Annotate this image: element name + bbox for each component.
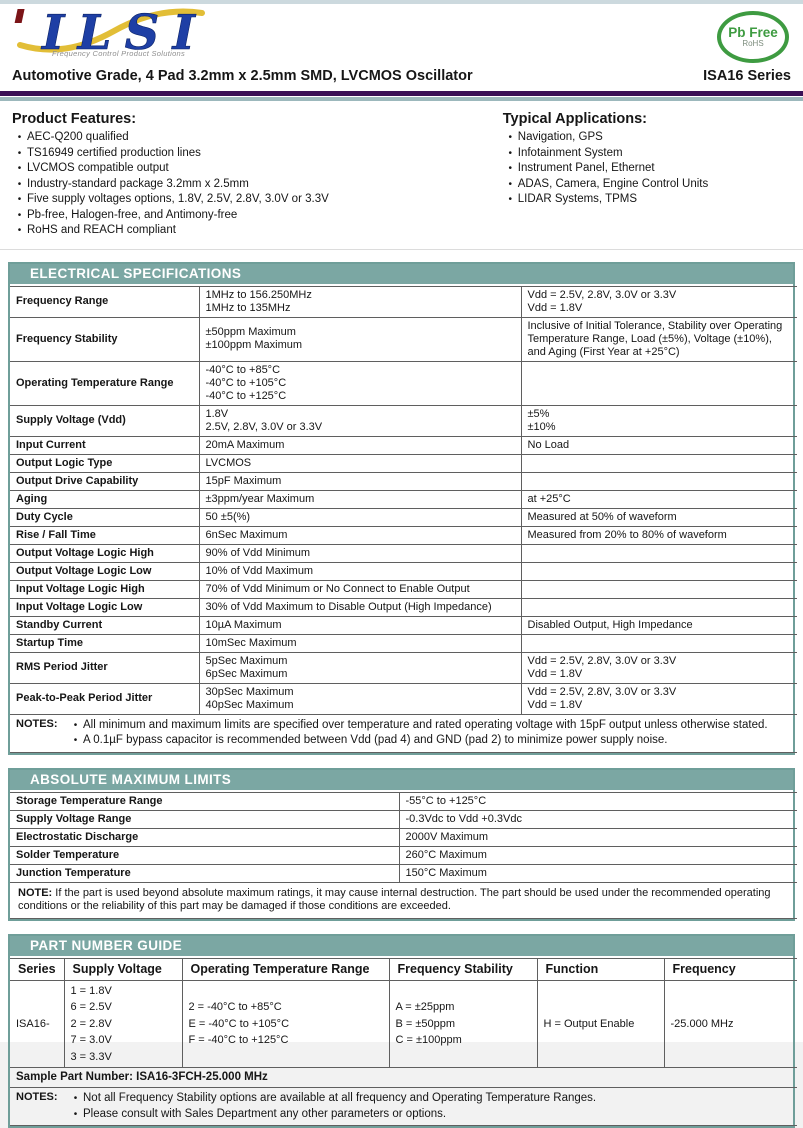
typical-applications-list bbox=[503, 130, 791, 208]
cell-line: -40°C to +125°C bbox=[206, 390, 515, 403]
divider-purple bbox=[0, 91, 803, 96]
spec-value bbox=[199, 562, 521, 580]
cell-line: 10µA Maximum bbox=[206, 619, 515, 632]
cell-line bbox=[528, 637, 792, 650]
table-row bbox=[10, 436, 797, 454]
part-guide-cell-series bbox=[10, 980, 64, 1068]
typical-applications-section bbox=[503, 111, 791, 239]
spec-parameter: Rise / Fall Time bbox=[10, 526, 199, 544]
cell-line: 20mA Maximum bbox=[206, 439, 515, 452]
cell-line: ±10% bbox=[528, 421, 792, 434]
cell-line: Disabled Output, High Impedance bbox=[528, 619, 792, 632]
spec-condition bbox=[521, 472, 797, 490]
notes-container bbox=[16, 1091, 791, 1122]
product-features-section bbox=[12, 111, 503, 239]
spec-condition bbox=[521, 562, 797, 580]
part-guide-header-row bbox=[10, 958, 797, 980]
absolute-maximum-limits-table bbox=[10, 792, 797, 919]
spec-parameter: Startup Time bbox=[10, 634, 199, 652]
cell-line: 6pSec Maximum bbox=[206, 668, 515, 681]
table-row bbox=[10, 598, 797, 616]
bullet-icon: • bbox=[12, 192, 27, 208]
list-item-text: Instrument Panel, Ethernet bbox=[518, 161, 655, 177]
spec-parameter: Supply Voltage (Vdd) bbox=[10, 405, 199, 436]
cell-line bbox=[528, 565, 792, 578]
cell-line: 7 = 3.0V bbox=[71, 1032, 176, 1049]
spec-parameter: Operating Temperature Range bbox=[10, 361, 199, 405]
spec-value bbox=[199, 526, 521, 544]
spec-value bbox=[199, 361, 521, 405]
spec-parameter: Standby Current bbox=[10, 616, 199, 634]
spec-condition bbox=[521, 634, 797, 652]
cell-line: 15pF Maximum bbox=[206, 475, 515, 488]
table-row bbox=[10, 361, 797, 405]
bullet-icon: • bbox=[68, 718, 83, 734]
column-header: Series bbox=[10, 958, 64, 980]
spec-condition bbox=[521, 508, 797, 526]
cell-line bbox=[528, 457, 792, 470]
cell-line: at +25°C bbox=[528, 493, 792, 506]
part-guide-notes-row bbox=[10, 1088, 797, 1126]
part-guide-cell-temp-range bbox=[182, 980, 389, 1068]
spec-value bbox=[199, 683, 521, 714]
part-guide-notes-list bbox=[68, 1091, 791, 1122]
cell-line bbox=[528, 601, 792, 614]
list-item-text: ADAS, Camera, Engine Control Units bbox=[518, 177, 708, 193]
spec-condition bbox=[521, 361, 797, 405]
table-row bbox=[10, 683, 797, 714]
bullet-icon: • bbox=[68, 733, 83, 749]
spec-condition bbox=[521, 490, 797, 508]
cell-line: -40°C to +105°C bbox=[206, 377, 515, 390]
cell-line: 1 = 1.8V bbox=[71, 983, 176, 1000]
spec-value bbox=[199, 652, 521, 683]
cell-line: Measured at 50% of waveform bbox=[528, 511, 792, 524]
table-row bbox=[10, 634, 797, 652]
table-row bbox=[10, 846, 797, 864]
spec-parameter: RMS Period Jitter bbox=[10, 652, 199, 683]
cell-line: Vdd = 2.5V, 2.8V, 3.0V or 3.3V bbox=[528, 686, 792, 699]
spec-value bbox=[199, 616, 521, 634]
electrical-specifications-heading: ELECTRICAL SPECIFICATIONS bbox=[10, 264, 793, 286]
notes-container bbox=[16, 718, 791, 749]
cell-line: ±100ppm Maximum bbox=[206, 339, 515, 352]
part-number-guide-section bbox=[8, 934, 795, 1128]
cell-line: 10% of Vdd Maximum bbox=[206, 565, 515, 578]
list-item bbox=[503, 192, 791, 208]
spec-value bbox=[199, 317, 521, 361]
spec-condition bbox=[521, 544, 797, 562]
absolute-note bbox=[10, 882, 797, 918]
cell-line: 1.8V bbox=[206, 408, 515, 421]
electrical-rows bbox=[10, 286, 797, 714]
column-header: Function bbox=[537, 958, 664, 980]
bullet-icon: • bbox=[68, 1091, 83, 1107]
table-row bbox=[10, 810, 797, 828]
spec-value bbox=[199, 436, 521, 454]
bullet-icon: • bbox=[12, 177, 27, 193]
pbfree-rohs-badge bbox=[717, 11, 789, 63]
notes-label: NOTES: bbox=[16, 718, 68, 749]
list-item-text: Please consult with Sales Department any other parameters or options. bbox=[83, 1107, 446, 1123]
cell-line: -40°C to +85°C bbox=[206, 364, 515, 377]
cell-line: LVCMOS bbox=[206, 457, 515, 470]
cell-line: Vdd = 2.5V, 2.8V, 3.0V or 3.3V bbox=[528, 289, 792, 302]
logo-text: ILSI bbox=[40, 5, 197, 61]
table-row bbox=[10, 562, 797, 580]
part-guide-cell-supply-voltage bbox=[64, 980, 182, 1068]
table-row bbox=[10, 864, 797, 882]
list-item bbox=[68, 1091, 791, 1107]
note-body: If the part is used beyond absolute maximum ratings, it may cause internal destruction. The part should be used under the recommended operating conditions or the reliability of this part may be damaged if those conditions are exceeded. bbox=[18, 887, 771, 913]
bullet-icon: • bbox=[12, 130, 27, 146]
absolute-note-cell bbox=[10, 882, 797, 918]
absolute-rows bbox=[10, 792, 797, 882]
rohs-label: RoHS bbox=[742, 39, 763, 48]
table-row bbox=[10, 580, 797, 598]
spec-parameter: Input Voltage Logic High bbox=[10, 580, 199, 598]
spec-value bbox=[199, 490, 521, 508]
spec-parameter: Output Logic Type bbox=[10, 454, 199, 472]
list-item-text: Five supply voltages options, 1.8V, 2.5V, 2.8V, 3.0V or 3.3V bbox=[27, 192, 329, 208]
list-item bbox=[12, 161, 503, 177]
spec-condition bbox=[521, 616, 797, 634]
electrical-notes-cell bbox=[10, 714, 797, 752]
section-separator bbox=[0, 249, 803, 250]
cell-line: 6nSec Maximum bbox=[206, 529, 515, 542]
cell-line: 2.5V, 2.8V, 3.0V or 3.3V bbox=[206, 421, 515, 434]
cell-line: 3 = 3.3V bbox=[71, 1049, 176, 1066]
bullet-icon: • bbox=[12, 161, 27, 177]
bullet-icon: • bbox=[503, 146, 518, 162]
list-item bbox=[68, 733, 791, 749]
absolute-maximum-limits-heading: ABSOLUTE MAXIMUM LIMITS bbox=[10, 770, 793, 792]
electrical-notes bbox=[10, 714, 797, 752]
cell-line: ISA16- bbox=[16, 1016, 58, 1033]
list-item-text: AEC-Q200 qualified bbox=[27, 130, 129, 146]
list-item-text: Industry-standard package 3.2mm x 2.5mm bbox=[27, 177, 249, 193]
part-guide-cell-stability bbox=[389, 980, 537, 1068]
spec-parameter: Aging bbox=[10, 490, 199, 508]
cell-line bbox=[528, 547, 792, 560]
cell-line: -25.000 MHz bbox=[671, 1016, 792, 1033]
cell-line: Vdd = 2.5V, 2.8V, 3.0V or 3.3V bbox=[528, 655, 792, 668]
note-label: NOTE: bbox=[18, 887, 52, 899]
spec-value bbox=[199, 472, 521, 490]
list-item-text: LVCMOS compatible output bbox=[27, 161, 169, 177]
table-row bbox=[10, 286, 797, 317]
absolute-maximum-limits-section bbox=[8, 768, 795, 921]
logo-tagline: Frequency Control Product Solutions bbox=[52, 49, 216, 58]
limit-value: -0.3Vdc to Vdd +0.3Vdc bbox=[399, 810, 797, 828]
ilsi-logo bbox=[16, 7, 216, 58]
cell-line: 5pSec Maximum bbox=[206, 655, 515, 668]
column-header: Supply Voltage bbox=[64, 958, 182, 980]
cell-line: E = -40°C to +105°C bbox=[189, 1016, 383, 1033]
list-item-text: All minimum and maximum limits are specified over temperature and rated operating voltage with 15pF output unless otherwise stated. bbox=[83, 718, 768, 734]
electrical-specifications-table bbox=[10, 286, 797, 753]
cell-line: 30% of Vdd Maximum to Disable Output (High Impedance) bbox=[206, 601, 515, 614]
spec-parameter: Output Voltage Logic High bbox=[10, 544, 199, 562]
cell-line: 2 = 2.8V bbox=[71, 1016, 176, 1033]
cell-line: Vdd = 1.8V bbox=[528, 668, 792, 681]
table-row bbox=[10, 828, 797, 846]
cell-line: 10mSec Maximum bbox=[206, 637, 515, 650]
cell-line: 90% of Vdd Minimum bbox=[206, 547, 515, 560]
part-guide-notes-cell bbox=[10, 1088, 797, 1126]
spec-parameter: Output Drive Capability bbox=[10, 472, 199, 490]
cell-line: B = ±50ppm bbox=[396, 1016, 531, 1033]
limit-value: 150°C Maximum bbox=[399, 864, 797, 882]
part-guide-cell-frequency bbox=[664, 980, 797, 1068]
cell-line: ±5% bbox=[528, 408, 792, 421]
list-item-text: Navigation, GPS bbox=[518, 130, 603, 146]
spec-value bbox=[199, 598, 521, 616]
spec-condition bbox=[521, 317, 797, 361]
list-item bbox=[12, 130, 503, 146]
typical-applications-heading: Typical Applications: bbox=[503, 111, 791, 127]
limit-value: -55°C to +125°C bbox=[399, 792, 797, 810]
limit-parameter: Electrostatic Discharge bbox=[10, 828, 399, 846]
cell-line: A = ±25ppm bbox=[396, 999, 531, 1016]
table-row bbox=[10, 652, 797, 683]
masthead bbox=[0, 4, 803, 62]
spec-parameter: Output Voltage Logic Low bbox=[10, 562, 199, 580]
cell-line: 6 = 2.5V bbox=[71, 999, 176, 1016]
list-item bbox=[68, 718, 791, 734]
list-item-text: Infotainment System bbox=[518, 146, 623, 162]
spec-value bbox=[199, 634, 521, 652]
table-row bbox=[10, 490, 797, 508]
cell-line: ±50ppm Maximum bbox=[206, 326, 515, 339]
table-row bbox=[10, 405, 797, 436]
list-item bbox=[68, 1107, 791, 1123]
list-item bbox=[503, 130, 791, 146]
limit-parameter: Storage Temperature Range bbox=[10, 792, 399, 810]
spec-parameter: Input Voltage Logic Low bbox=[10, 598, 199, 616]
cell-line: 70% of Vdd Minimum or No Connect to Enable Output bbox=[206, 583, 515, 596]
pbfree-label: Pb Free bbox=[728, 26, 778, 39]
spec-parameter: Input Current bbox=[10, 436, 199, 454]
spec-condition bbox=[521, 436, 797, 454]
spec-condition bbox=[521, 683, 797, 714]
spec-value bbox=[199, 405, 521, 436]
page-title: Automotive Grade, 4 Pad 3.2mm x 2.5mm SMD, LVCMOS Oscillator bbox=[12, 68, 473, 84]
limit-parameter: Supply Voltage Range bbox=[10, 810, 399, 828]
list-item bbox=[12, 177, 503, 193]
sample-part-number: Sample Part Number: ISA16-3FCH-25.000 MHz bbox=[10, 1068, 797, 1088]
cell-line: 1MHz to 135MHz bbox=[206, 302, 515, 315]
spec-condition bbox=[521, 580, 797, 598]
column-header: Frequency bbox=[664, 958, 797, 980]
list-item bbox=[12, 223, 503, 239]
list-item-text: LIDAR Systems, TPMS bbox=[518, 192, 637, 208]
cell-line: 40pSec Maximum bbox=[206, 699, 515, 712]
list-item bbox=[503, 146, 791, 162]
cell-line bbox=[528, 475, 792, 488]
list-item-text: Not all Frequency Stability options are available at all frequency and Operating Temperature Ranges. bbox=[83, 1091, 596, 1107]
spec-condition bbox=[521, 526, 797, 544]
table-row bbox=[10, 792, 797, 810]
cell-line: 30pSec Maximum bbox=[206, 686, 515, 699]
table-row bbox=[10, 472, 797, 490]
spec-condition bbox=[521, 598, 797, 616]
part-guide-data-row bbox=[10, 980, 797, 1068]
table-row bbox=[10, 454, 797, 472]
bullet-icon: • bbox=[12, 223, 27, 239]
table-row bbox=[10, 544, 797, 562]
sample-part-number-row bbox=[10, 1068, 797, 1088]
spec-value bbox=[199, 580, 521, 598]
cell-line: 1MHz to 156.250MHz bbox=[206, 289, 515, 302]
part-guide-footer bbox=[10, 1068, 797, 1126]
list-item-text: A 0.1µF bypass capacitor is recommended between Vdd (pad 4) and GND (pad 2) to minimize power supply noise. bbox=[83, 733, 667, 749]
spec-condition bbox=[521, 405, 797, 436]
limit-parameter: Solder Temperature bbox=[10, 846, 399, 864]
product-features-list bbox=[12, 130, 503, 239]
product-features-heading: Product Features: bbox=[12, 111, 503, 127]
cell-line: Inclusive of Initial Tolerance, Stability over Operating Temperature Range, Load (±5%), Voltage (±10%), and Aging (First Year at +25°C) bbox=[528, 320, 792, 359]
electrical-specifications-section bbox=[8, 262, 795, 755]
spec-parameter: Frequency Range bbox=[10, 286, 199, 317]
cell-line bbox=[528, 583, 792, 596]
electrical-notes-row bbox=[10, 714, 797, 752]
cell-line: H = Output Enable bbox=[544, 1016, 658, 1033]
cell-line: Vdd = 1.8V bbox=[528, 699, 792, 712]
spec-condition bbox=[521, 454, 797, 472]
spec-condition bbox=[521, 652, 797, 683]
cell-line: C = ±100ppm bbox=[396, 1032, 531, 1049]
part-number-guide-table bbox=[10, 958, 797, 1127]
bullet-icon: • bbox=[503, 192, 518, 208]
bullet-icon: • bbox=[503, 130, 518, 146]
spec-value bbox=[199, 508, 521, 526]
spec-value bbox=[199, 454, 521, 472]
bullet-icon: • bbox=[68, 1107, 83, 1123]
electrical-notes-list bbox=[68, 718, 791, 749]
bullet-icon: • bbox=[503, 177, 518, 193]
list-item-text: TS16949 certified production lines bbox=[27, 146, 201, 162]
list-item-text: RoHS and REACH compliant bbox=[27, 223, 176, 239]
cell-line: 50 ±5(%) bbox=[206, 511, 515, 524]
list-item bbox=[12, 146, 503, 162]
list-item-text: Pb-free, Halogen-free, and Antimony-free bbox=[27, 208, 237, 224]
cell-line: F = -40°C to +125°C bbox=[189, 1032, 383, 1049]
list-item bbox=[503, 177, 791, 193]
part-guide-cell-function bbox=[537, 980, 664, 1068]
logo-red-mark bbox=[15, 9, 25, 23]
spec-parameter: Peak-to-Peak Period Jitter bbox=[10, 683, 199, 714]
limit-value: 2000V Maximum bbox=[399, 828, 797, 846]
intro-columns bbox=[0, 101, 803, 241]
cell-line: No Load bbox=[528, 439, 792, 452]
title-bar bbox=[0, 62, 803, 91]
absolute-note-text bbox=[16, 886, 791, 915]
bullet-icon: • bbox=[503, 161, 518, 177]
table-row bbox=[10, 508, 797, 526]
table-row bbox=[10, 616, 797, 634]
table-row bbox=[10, 526, 797, 544]
spec-parameter: Frequency Stability bbox=[10, 317, 199, 361]
part-number-guide-heading: PART NUMBER GUIDE bbox=[10, 936, 793, 958]
absolute-note-row bbox=[10, 882, 797, 918]
table-row bbox=[10, 317, 797, 361]
list-item bbox=[12, 208, 503, 224]
column-header: Frequency Stability bbox=[389, 958, 537, 980]
bullet-icon: • bbox=[12, 208, 27, 224]
limit-parameter: Junction Temperature bbox=[10, 864, 399, 882]
bullet-icon: • bbox=[12, 146, 27, 162]
series-label: ISA16 Series bbox=[703, 68, 791, 84]
spec-value bbox=[199, 286, 521, 317]
cell-line: ±3ppm/year Maximum bbox=[206, 493, 515, 506]
cell-line bbox=[528, 377, 792, 390]
column-header: Operating Temperature Range bbox=[182, 958, 389, 980]
list-item bbox=[12, 192, 503, 208]
cell-line: Measured from 20% to 80% of waveform bbox=[528, 529, 792, 542]
limit-value: 260°C Maximum bbox=[399, 846, 797, 864]
cell-line: Vdd = 1.8V bbox=[528, 302, 792, 315]
spec-parameter: Duty Cycle bbox=[10, 508, 199, 526]
spec-condition bbox=[521, 286, 797, 317]
list-item bbox=[503, 161, 791, 177]
spec-value bbox=[199, 544, 521, 562]
notes-label: NOTES: bbox=[16, 1091, 68, 1122]
cell-line: 2 = -40°C to +85°C bbox=[189, 999, 383, 1016]
